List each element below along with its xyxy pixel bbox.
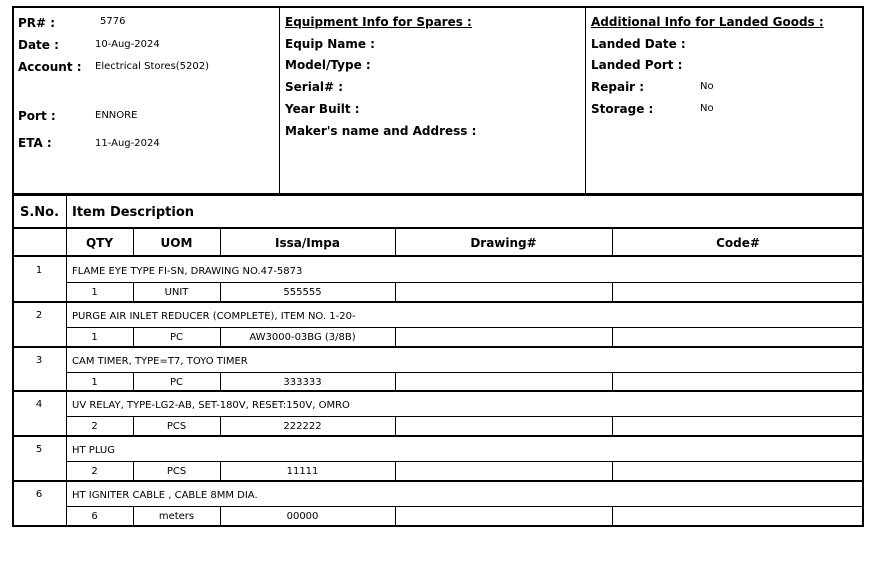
model-type-label: Model/Type : bbox=[285, 58, 371, 72]
repair-label: Repair : bbox=[591, 80, 645, 94]
item-sno: 6 bbox=[35, 489, 43, 500]
item-description: PURGE AIR INLET REDUCER (COMPLETE), ITEM NO. 1-20- bbox=[72, 310, 356, 322]
serial-label: Serial# : bbox=[285, 80, 344, 94]
item-qty: 2 bbox=[91, 421, 98, 433]
storage-label: Storage : bbox=[591, 102, 654, 116]
drawing-header: Drawing# bbox=[470, 236, 537, 250]
item-qty: 6 bbox=[91, 511, 98, 522]
item-sno: 1 bbox=[35, 265, 43, 276]
account-label: Account : bbox=[18, 60, 82, 74]
sno-header: S.No. bbox=[20, 205, 60, 220]
item-issa-impa: 11111 bbox=[286, 466, 319, 478]
landed-date-label: Landed Date : bbox=[591, 37, 686, 51]
item-sno: 3 bbox=[35, 354, 43, 366]
eta-label: ETA : bbox=[18, 136, 52, 150]
item-sno: 4 bbox=[35, 399, 43, 411]
item-description-header: Item Description bbox=[72, 205, 195, 220]
equipment-title: Equipment Info for Spares : bbox=[285, 15, 472, 29]
maker-label: Maker's name and Address : bbox=[285, 124, 477, 138]
equip-name-label: Equip Name : bbox=[285, 37, 375, 51]
item-uom: PC bbox=[169, 376, 183, 388]
date-value: 10-Aug-2024 bbox=[95, 39, 160, 50]
pr-label: PR# : bbox=[18, 16, 56, 30]
item-qty: 1 bbox=[91, 376, 98, 388]
item-description: HT IGNITER CABLE , CABLE 8MM DIA. bbox=[72, 490, 258, 501]
item-description: HT PLUG bbox=[72, 445, 115, 457]
item-uom: PCS bbox=[166, 421, 187, 433]
code-header: Code# bbox=[716, 236, 760, 250]
item-description: FLAME EYE TYPE FI-SN, DRAWING NO.47-5873 bbox=[72, 266, 303, 277]
item-issa-impa: 222222 bbox=[283, 421, 322, 433]
uom-header: UOM bbox=[160, 236, 193, 250]
item-uom: PCS bbox=[166, 466, 187, 478]
item-issa-impa: AW3000-03BG (3/8B) bbox=[249, 331, 356, 343]
storage-value: No bbox=[700, 103, 714, 114]
repair-value: No bbox=[700, 81, 714, 92]
landed-port-label: Landed Port : bbox=[591, 58, 683, 72]
item-issa-impa: 333333 bbox=[283, 376, 322, 388]
eta-value: 11-Aug-2024 bbox=[95, 138, 160, 149]
year-built-label: Year Built : bbox=[285, 102, 360, 116]
account-value: Electrical Stores(5202) bbox=[95, 61, 210, 72]
landed-title: Additional Info for Landed Goods : bbox=[591, 15, 824, 29]
item-qty: 2 bbox=[91, 466, 98, 478]
qty-header: QTY bbox=[85, 236, 114, 250]
item-issa-impa: 00000 bbox=[286, 511, 319, 522]
item-uom: meters bbox=[158, 511, 195, 522]
issa-impa-header: Issa/Impa bbox=[275, 236, 340, 250]
pr-value: 5776 bbox=[100, 16, 126, 27]
port-value: ENNORE bbox=[95, 110, 138, 121]
port-label: Port : bbox=[18, 109, 56, 123]
item-sno: 2 bbox=[35, 309, 43, 321]
item-qty: 1 bbox=[91, 331, 98, 343]
item-uom: PC bbox=[169, 331, 183, 343]
item-qty: 1 bbox=[91, 287, 98, 298]
item-description: CAM TIMER, TYPE=T7, TOYO TIMER bbox=[72, 355, 248, 367]
date-label: Date : bbox=[18, 38, 59, 52]
item-uom: UNIT bbox=[164, 287, 189, 298]
item-sno: 5 bbox=[35, 444, 43, 456]
item-description: UV RELAY, TYPE-LG2-AB, SET-180V, RESET:150V, OMRO bbox=[72, 400, 350, 412]
item-issa-impa: 555555 bbox=[283, 287, 322, 298]
